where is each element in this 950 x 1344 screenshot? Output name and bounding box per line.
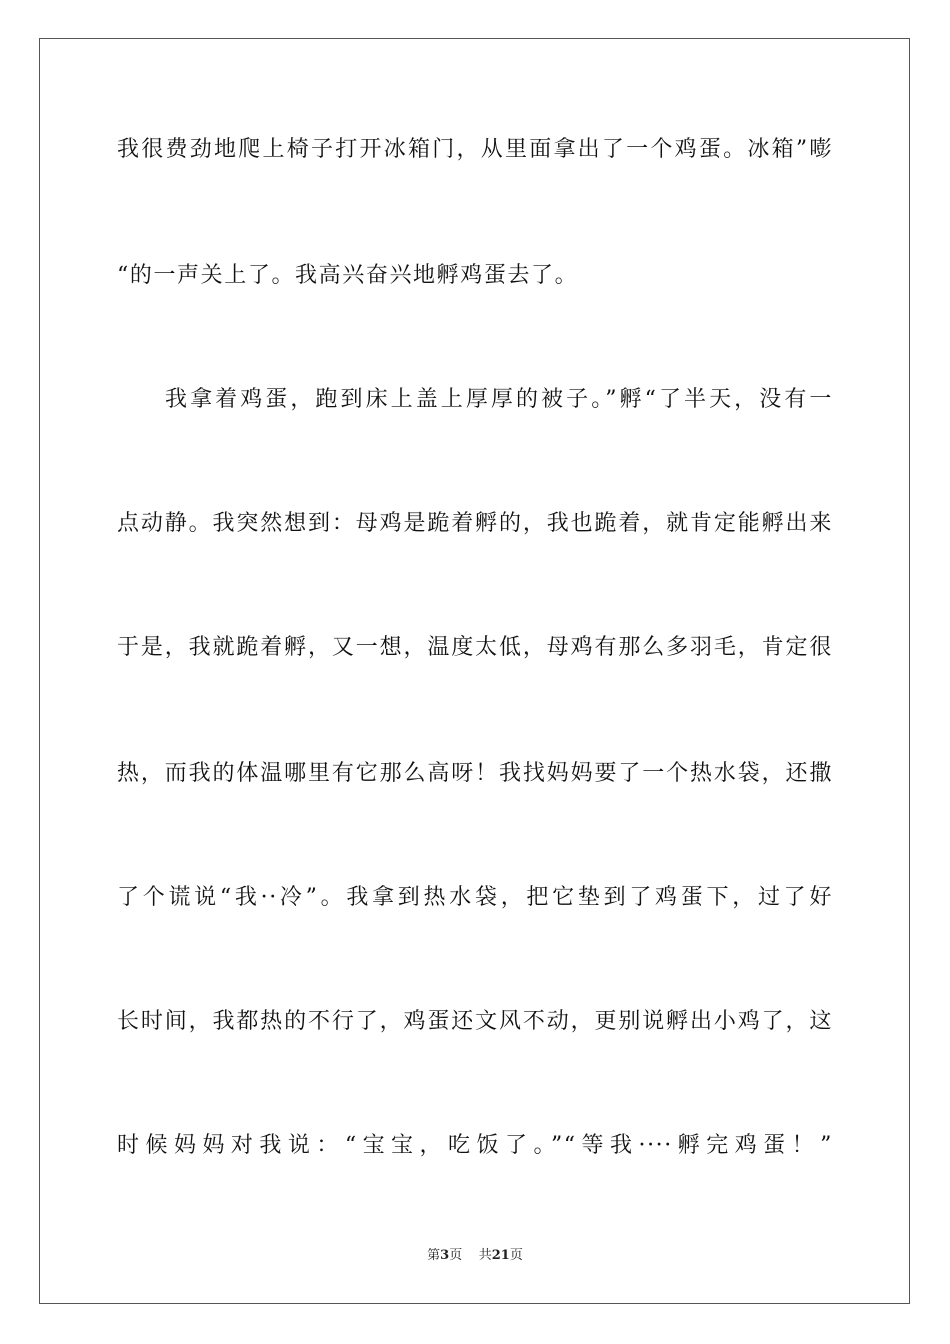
body-line-1: 我很费劲地爬上椅子打开冰箱门，从里面拿出了一个鸡蛋。冰箱”嘭 <box>117 137 833 162</box>
body-line-7: 了个谎说“我··冷”。我拿到热水袋，把它垫到了鸡蛋下，过了好 <box>117 885 833 910</box>
page-suffix: 页 <box>449 1248 463 1263</box>
page-footer <box>0 1246 950 1266</box>
body-line-6: 热，而我的体温哪里有它那么高呀！我找妈妈要了一个热水袋，还撒 <box>117 761 833 786</box>
page-border <box>39 38 910 1304</box>
body-line-2: “的一声关上了。我高兴奋兴地孵鸡蛋去了。 <box>117 263 579 288</box>
body-line-9: 时候妈妈对我说：“宝宝，吃饭了。”“等我····孵完鸡蛋！” <box>117 1133 833 1158</box>
page-prefix: 第 <box>427 1248 441 1263</box>
body-line-4: 点动静。我突然想到：母鸡是跪着孵的，我也跪着，就肯定能孵出来 <box>117 511 833 536</box>
total-suffix: 页 <box>509 1248 523 1263</box>
body-line-8: 长时间，我都热的不行了，鸡蛋还文风不动，更别说孵出小鸡了，这 <box>117 1009 833 1034</box>
body-line-5: 于是，我就跪着孵，又一想，温度太低，母鸡有那么多羽毛，肯定很 <box>117 635 833 660</box>
total-pages: 21 <box>491 1248 510 1263</box>
body-line-3: 我拿着鸡蛋，跑到床上盖上厚厚的被子。”孵“了半天，没有一 <box>165 387 833 412</box>
page-number: 3 <box>440 1248 450 1263</box>
total-prefix: 共 <box>478 1248 492 1263</box>
